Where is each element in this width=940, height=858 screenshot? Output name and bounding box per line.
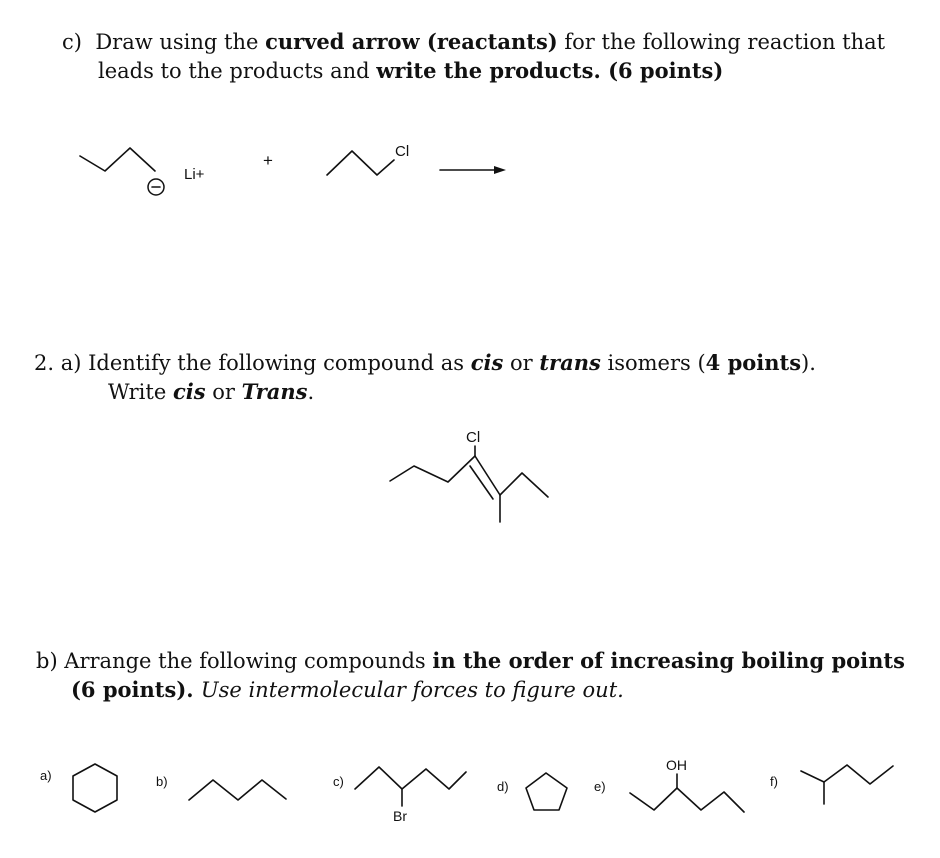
chlorine-label: Cl: [395, 143, 410, 160]
propyl-anion-skeleton: [80, 148, 155, 171]
alkene-structure: [390, 446, 548, 522]
cyclohexane-ring: [73, 764, 117, 812]
alkene-chlorine-label: Cl: [466, 429, 481, 446]
lithium-cation-label: Li+: [184, 166, 205, 183]
q2a-line-2: Write cis or Trans.: [108, 379, 315, 404]
cyclopentane-ring: [526, 773, 567, 810]
q2b-line-2: (6 points). Use intermolecular forces to figure out.: [71, 677, 624, 702]
q2a-line-1: 2. a) Identify the following compound as cis or trans isomers (4 points).: [34, 350, 816, 375]
branched-alkane-skeleton: [801, 765, 893, 784]
alcohol-skeleton: [630, 788, 744, 812]
hydroxyl-label: OH: [666, 757, 687, 773]
part-c-line-1: c) Draw using the curved arrow (reactants) for the following reaction that: [62, 29, 886, 54]
part-c-label: c): [62, 30, 82, 54]
plus-sign: +: [263, 151, 273, 170]
compound-a-label: a): [40, 768, 52, 783]
bromoalkane-skeleton: [355, 767, 466, 789]
part-c-line-2: leads to the products and write the products. (6 points): [98, 58, 724, 83]
compound-d-label: d): [497, 779, 509, 794]
chloropropane-skeleton: [327, 151, 394, 175]
pentane-skeleton: [189, 780, 286, 800]
compound-c-label: c): [333, 774, 344, 789]
q2b-line-1: b) Arrange the following compounds in the order of increasing boiling points: [36, 648, 905, 673]
reaction-arrow-head: [494, 166, 506, 174]
compound-e-label: e): [594, 779, 606, 794]
compound-b-label: b): [156, 774, 168, 789]
bromine-label: Br: [393, 808, 407, 824]
compound-f-label: f): [770, 774, 778, 789]
